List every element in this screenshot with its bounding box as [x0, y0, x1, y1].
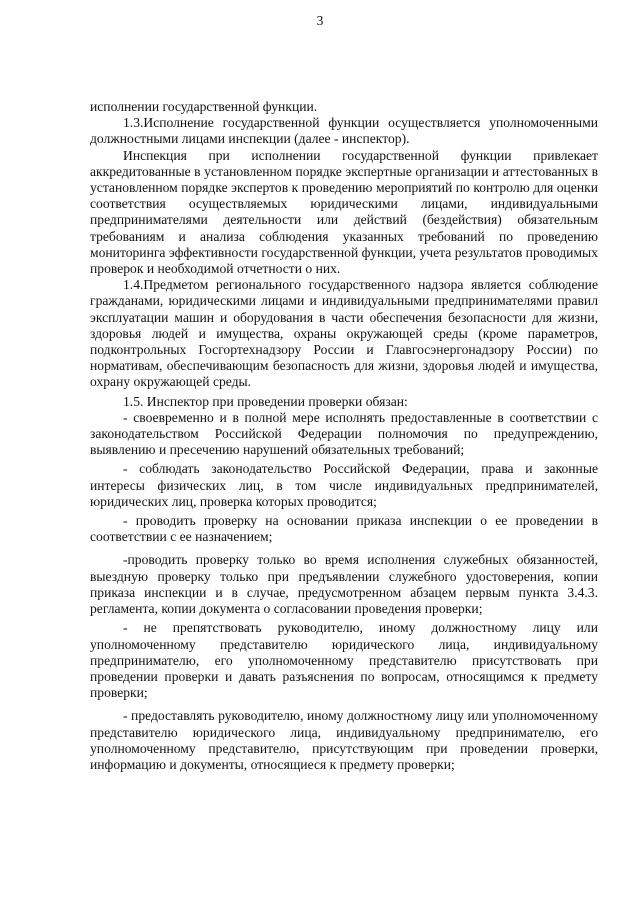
paragraph-1-3: 1.3.Исполнение государственной функции осуществляется уполномоченными должностными лицами инспекции (далее - инспектор). — [90, 115, 598, 147]
paragraph-continuation: исполнении государственной функции. — [90, 99, 318, 114]
paragraph-inspection-experts: Инспекция при исполнении государственной функции привлекает аккредитованные в установленном порядке экспертные организации и аттестованных в установленном порядке экспертов к проведению мероприятий по контролю для оценки соответствия осуществляемых юридическими лицами, индивидуальными предпринимателями деятельности или действий (бездействия) обязательным требованиям и анализа соблюдения указанных требований по проведению мониторинга эффективности государственной функции, учета результатов проводимых проверок и необходимой отчетности о них. — [90, 147, 598, 277]
list-item-duty-5: - не препятствовать руководителю, иному должностному лицу или уполномоченному представителю юридического лица, индивидуальному предпринимателю, его уполномоченному представителю присутствовать при проведении проверки и давать разъяснения по вопросам, относящимся к предмету проверки; — [90, 620, 598, 701]
list-item-duty-6: - предоставлять руководителю, иному должностному лицу или уполномоченному представителю юридического лица, индивидуальному предпринимателю, его уполномоченному представителю, присутствующим при проведении проверки, информацию и документы, относящиеся к предмету проверки; — [90, 708, 598, 772]
list-item-duty-4: -проводить проверку только во время исполнения служебных обязанностей, выездную проверку только при предъявлении служебного удостоверения, копии приказа инспекции и в случае, предусмотренном абзацем первым пункта 3.4.3. регламента, копии документа о согласовании проведения проверки; — [90, 552, 598, 617]
page-number: 3 — [316, 13, 324, 28]
paragraph-1-4: 1.4.Предметом регионального государственного надзора является соблюдение гражданами, юридическими лицами и индивидуальными предпринимателями правил эксплуатации машин и оборудования в части обеспечения безопасности для жизни, здоровья людей и имущества, охраны окружающей среды (кроме параметров, подконтрольных Госгортехнадзору России и Главгосэнергонадзору России) по нормативам, обеспечивающим безопасность для жизни, здоровья людей и имущества, охрану окружающей среды. — [90, 277, 598, 390]
document-body — [90, 99, 598, 773]
list-item-duty-1: - своевременно и в полной мере исполнять предоставленные в соответствии с законодательством Российской Федерации полномочия по предупреждению, выявлению и пресечению нарушений обязательных требований; — [90, 409, 598, 458]
list-item-duty-3: - проводить проверку на основании приказа инспекции о ее проведении в соответствии с ее назначением; — [90, 513, 598, 545]
list-item-duty-2: - соблюдать законодательство Российской Федерации, права и законные интересы физических лиц, в том числе индивидуальных предпринимателей, юридических лиц, проверка которых проводится; — [90, 461, 598, 509]
paragraph-1-5: 1.5. Инспектор при проведении проверки обязан: — [123, 393, 408, 409]
